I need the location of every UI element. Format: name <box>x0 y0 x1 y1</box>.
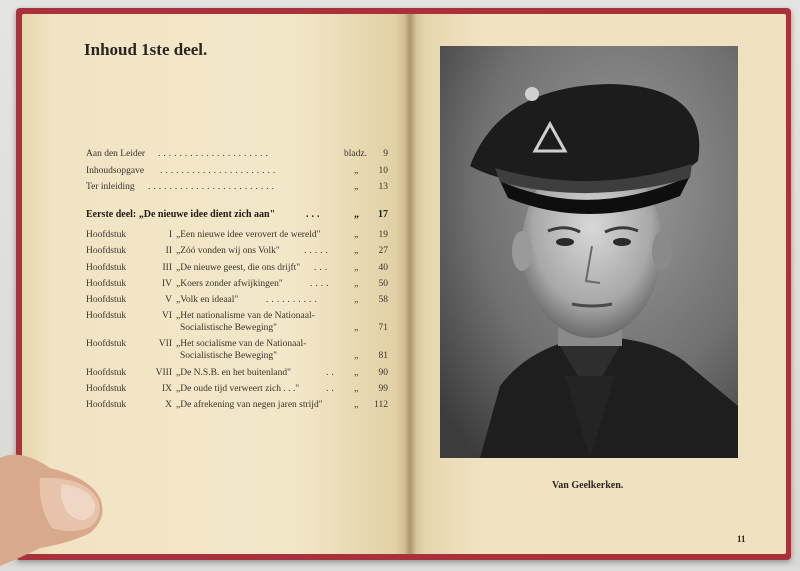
toc-entry-page: 10 <box>378 166 388 176</box>
toc-entry-title: Inhoudsopgave <box>86 166 145 176</box>
book-gutter <box>404 14 416 554</box>
chapter-title: „Koers zonder afwijkingen" <box>176 279 283 289</box>
chapter-ditto: „ <box>354 263 359 273</box>
chapter-title: „De N.S.B. en het buitenland" <box>176 368 291 378</box>
chapter-title: „De nieuwe geest, die ons drijft" <box>176 263 301 273</box>
toc-entry-ditto: bladz. <box>344 149 367 159</box>
section-heading-title: Eerste deel: „De nieuwe idee dient zich aan" <box>86 209 276 220</box>
chapter-title: „Zóó vonden wij ons Volk" <box>176 246 280 256</box>
chapter-ditto: „ <box>354 323 359 333</box>
chapter-label: Hoofdstuk <box>86 311 127 321</box>
chapter-label: Hoofdstuk <box>86 295 127 305</box>
leader-dots: ..... <box>304 246 331 256</box>
toc-entry-ditto: „ <box>354 166 359 176</box>
chapter-number: III <box>162 263 172 273</box>
portrait-photo <box>440 46 738 458</box>
page-number: 11 <box>737 534 746 544</box>
chapter-number: IX <box>161 384 172 394</box>
chapter-label: Hoofdstuk <box>86 246 127 256</box>
chapter-page: 81 <box>378 351 388 361</box>
chapter-label: Hoofdstuk <box>86 230 127 240</box>
chapter-ditto: „ <box>354 279 359 289</box>
leader-dots: ........................ <box>148 182 277 192</box>
chapter-ditto: „ <box>354 368 359 378</box>
chapter-label: Hoofdstuk <box>86 263 127 273</box>
chapter-ditto: „ <box>354 246 359 256</box>
leader-dots: ...................... <box>160 166 279 176</box>
chapter-title: „Het nationalisme van de Nationaal- <box>176 311 315 321</box>
chapter-title: „Het socialisme van de Nationaal- <box>176 339 307 349</box>
portrait-illustration <box>440 46 738 458</box>
chapter-page: 58 <box>378 295 388 305</box>
toc-entry-title: Aan den Leider <box>86 149 146 159</box>
leader-dots: .. <box>326 368 337 378</box>
chapter-number: II <box>165 246 172 256</box>
leader-dots: .......... <box>266 295 320 305</box>
chapter-number: VIII <box>155 368 172 378</box>
chapter-number: V <box>165 295 172 305</box>
leader-dots: ... <box>314 263 331 273</box>
chapter-title: „Een nieuwe idee verovert de wereld" <box>176 230 321 240</box>
toc-entry-title: Ter inleiding <box>86 182 135 192</box>
thumb <box>0 448 110 566</box>
chapter-label: Hoofdstuk <box>86 368 127 378</box>
toc-entry-page: 13 <box>378 182 388 192</box>
chapter-number: X <box>165 400 172 410</box>
chapter-page: 71 <box>378 323 388 333</box>
toc-entry-page: 9 <box>383 149 388 159</box>
chapter-title: „De oude tijd verweert zich . . ." <box>176 384 300 394</box>
leader-dots: .. <box>326 384 337 394</box>
chapter-label: Hoofdstuk <box>86 384 127 394</box>
leader-dots: .... <box>310 279 332 289</box>
chapter-page: 112 <box>374 400 388 410</box>
chapter-ditto: „ <box>354 230 359 240</box>
section-heading-ditto: „ <box>354 209 359 220</box>
chapter-ditto: „ <box>354 384 359 394</box>
chapter-label: Hoofdstuk <box>86 339 127 349</box>
chapter-number: VI <box>161 311 172 321</box>
chapter-page: 27 <box>378 246 388 256</box>
chapter-ditto: „ <box>354 295 359 305</box>
leader-dots: ... <box>306 209 323 220</box>
chapter-title-line2: Socialistische Beweging" <box>180 351 278 361</box>
chapter-number: I <box>168 230 172 240</box>
chapter-page: 40 <box>378 263 388 273</box>
photo-caption: Van Geelkerken. <box>552 480 624 491</box>
chapter-page: 50 <box>378 279 388 289</box>
section-heading-page: 17 <box>378 209 388 220</box>
chapter-title-line2: Socialistische Beweging" <box>180 323 278 333</box>
chapter-ditto: „ <box>354 400 359 410</box>
chapter-number: IV <box>161 279 172 289</box>
chapter-page: 99 <box>378 384 388 394</box>
chapter-page: 19 <box>378 230 388 240</box>
toc-heading: Inhoud 1ste deel. <box>84 40 208 59</box>
chapter-title: „Volk en ideaal" <box>176 295 239 305</box>
leader-dots: ..................... <box>158 149 271 159</box>
chapter-number: VII <box>158 339 172 349</box>
chapter-label: Hoofdstuk <box>86 279 127 289</box>
chapter-page: 90 <box>378 368 388 378</box>
thumb-illustration <box>0 448 110 566</box>
chapter-title: „De afrekening van negen jaren strijd" <box>176 400 323 410</box>
chapter-ditto: „ <box>354 351 359 361</box>
chapter-label: Hoofdstuk <box>86 400 127 410</box>
toc-entry-ditto: „ <box>354 182 359 192</box>
